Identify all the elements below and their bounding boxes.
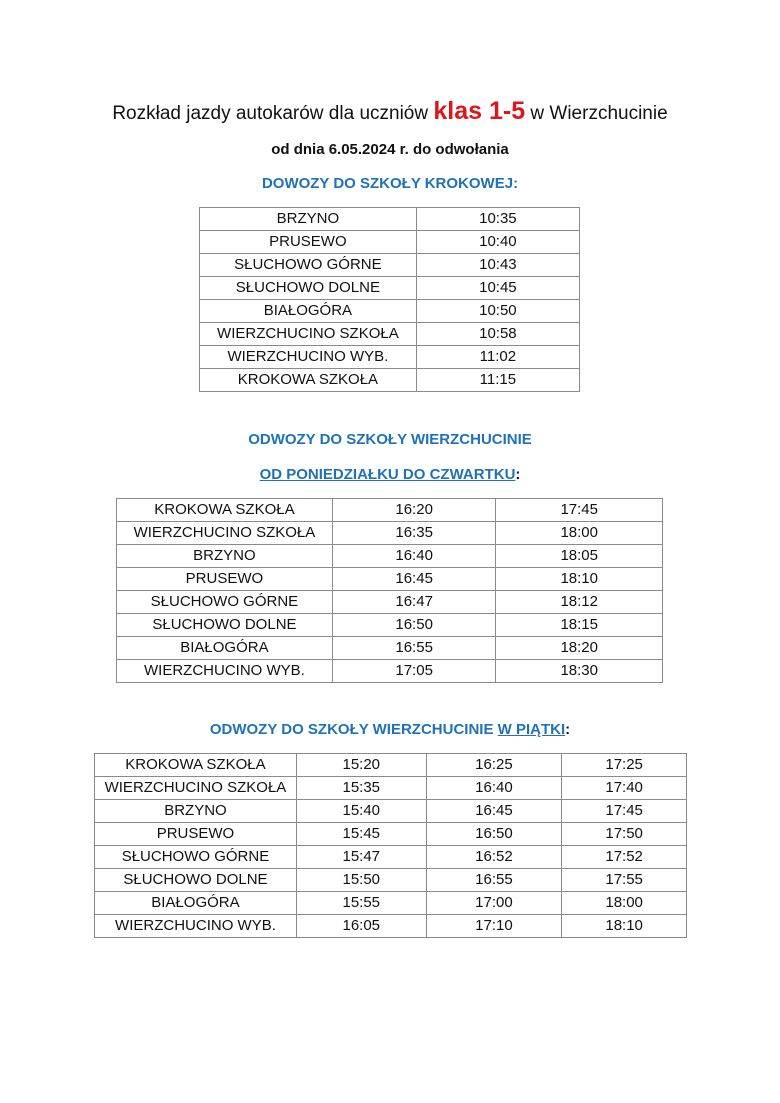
table-row	[117, 660, 663, 683]
section1-heading: DOWOZY DO SZKOŁY KROKOWEJ:	[261, 175, 519, 192]
departure-time-cell: 17:45	[562, 800, 687, 823]
section2-subheading-text: OD PONIEDZIAŁKU DO CZWARTKU	[259, 466, 516, 483]
stop-name-cell: KROKOWA SZKOŁA	[95, 754, 297, 777]
table-row	[117, 499, 663, 522]
table-row	[95, 846, 687, 869]
departure-time-cell: 17:25	[562, 754, 687, 777]
departure-time-cell: 18:15	[496, 614, 663, 637]
departure-time-cell: 16:47	[332, 591, 496, 614]
stop-name-cell: BIAŁOGÓRA	[95, 892, 297, 915]
stop-name-cell: WIERZCHUCINO WYB.	[95, 915, 297, 938]
departure-time-cell: 11:15	[416, 369, 579, 392]
stop-name-cell: SŁUCHOWO DOLNE	[95, 869, 297, 892]
departure-time-cell: 17:40	[562, 777, 687, 800]
section2-subheading	[0, 466, 780, 483]
departure-time-cell: 18:10	[496, 568, 663, 591]
stop-name-cell: KROKOWA SZKOŁA	[117, 499, 333, 522]
departure-time-cell: 10:50	[416, 300, 579, 323]
table-row	[117, 591, 663, 614]
stop-name-cell: WIERZCHUCINO WYB.	[200, 346, 417, 369]
departure-time-cell: 17:50	[562, 823, 687, 846]
section3-heading	[0, 721, 780, 738]
table-row	[95, 777, 687, 800]
departure-time-cell: 10:58	[416, 323, 579, 346]
departure-time-cell: 17:45	[496, 499, 663, 522]
departure-time-cell: 17:00	[426, 892, 562, 915]
title-text-before: Rozkład jazdy autokarów dla uczniów	[112, 103, 429, 124]
departure-time-cell: 15:50	[296, 869, 426, 892]
stop-name-cell: KROKOWA SZKOŁA	[200, 369, 417, 392]
title-text-after: w Wierzchucinie	[530, 103, 668, 124]
stop-name-cell: SŁUCHOWO DOLNE	[200, 277, 417, 300]
stop-name-cell: WIERZCHUCINO SZKOŁA	[95, 777, 297, 800]
table-row	[117, 637, 663, 660]
departure-time-cell: 15:35	[296, 777, 426, 800]
table-row	[117, 568, 663, 591]
table-row	[95, 915, 687, 938]
departure-time-cell: 16:05	[296, 915, 426, 938]
departure-time-cell: 16:50	[332, 614, 496, 637]
section2-heading: ODWOZY DO SZKOŁY WIERZCHUCINIE	[248, 431, 532, 448]
departure-time-cell: 15:47	[296, 846, 426, 869]
section3-heading-text: ODWOZY DO SZKOŁY WIERZCHUCINIE	[209, 721, 494, 738]
departure-time-cell: 18:20	[496, 637, 663, 660]
table-row	[95, 892, 687, 915]
table-row	[200, 208, 580, 231]
stop-name-cell: SŁUCHOWO GÓRNE	[117, 591, 333, 614]
stop-name-cell: PRUSEWO	[200, 231, 417, 254]
stop-name-cell: WIERZCHUCINO WYB.	[117, 660, 333, 683]
stop-name-cell: WIERZCHUCINO SZKOŁA	[117, 522, 333, 545]
table-row	[200, 369, 580, 392]
departure-time-cell: 15:20	[296, 754, 426, 777]
departure-time-cell: 18:12	[496, 591, 663, 614]
table-row	[95, 754, 687, 777]
section2-subheading-colon: :	[515, 466, 521, 483]
departure-time-cell: 16:52	[426, 846, 562, 869]
table-row	[200, 323, 580, 346]
departure-time-cell: 16:40	[426, 777, 562, 800]
table-row	[200, 277, 580, 300]
departure-time-cell: 10:35	[416, 208, 579, 231]
table-row	[95, 823, 687, 846]
departure-time-cell: 17:10	[426, 915, 562, 938]
stop-name-cell: BRZYNO	[117, 545, 333, 568]
departure-time-cell: 18:05	[496, 545, 663, 568]
stop-name-cell: BRZYNO	[200, 208, 417, 231]
table-odwozy-piatki	[94, 753, 687, 938]
departure-time-cell: 17:52	[562, 846, 687, 869]
departure-time-cell: 16:35	[332, 522, 496, 545]
departure-time-cell: 16:55	[426, 869, 562, 892]
validity-subtitle: od dnia 6.05.2024 r. do odwołania	[271, 141, 509, 158]
departure-time-cell: 16:20	[332, 499, 496, 522]
departure-time-cell: 16:50	[426, 823, 562, 846]
stop-name-cell: SŁUCHOWO DOLNE	[117, 614, 333, 637]
departure-time-cell: 17:05	[332, 660, 496, 683]
departure-time-cell: 18:00	[496, 522, 663, 545]
departure-time-cell: 11:02	[416, 346, 579, 369]
stop-name-cell: PRUSEWO	[117, 568, 333, 591]
departure-time-cell: 18:30	[496, 660, 663, 683]
departure-time-cell: 16:40	[332, 545, 496, 568]
table-row	[117, 522, 663, 545]
departure-time-cell: 18:00	[562, 892, 687, 915]
departure-time-cell: 16:45	[332, 568, 496, 591]
departure-time-cell: 16:25	[426, 754, 562, 777]
stop-name-cell: SŁUCHOWO GÓRNE	[200, 254, 417, 277]
table-odwozy-pon-czw	[116, 498, 663, 683]
departure-time-cell: 16:45	[426, 800, 562, 823]
table-dowozy-krokowa	[199, 207, 580, 392]
table-row	[95, 869, 687, 892]
stop-name-cell: PRUSEWO	[95, 823, 297, 846]
departure-time-cell: 10:45	[416, 277, 579, 300]
departure-time-cell: 15:40	[296, 800, 426, 823]
table-row	[200, 254, 580, 277]
table-row	[200, 231, 580, 254]
departure-time-cell: 17:55	[562, 869, 687, 892]
section3-heading-colon: :	[565, 721, 571, 738]
stop-name-cell: BRZYNO	[95, 800, 297, 823]
section3-heading-underlined: W PIĄTKI	[497, 721, 566, 738]
table-row	[200, 300, 580, 323]
departure-time-cell: 10:43	[416, 254, 579, 277]
stop-name-cell: SŁUCHOWO GÓRNE	[95, 846, 297, 869]
document-title	[0, 96, 780, 129]
title-highlight: klas 1-5	[433, 97, 526, 125]
table-row	[95, 800, 687, 823]
table-row	[117, 545, 663, 568]
table-row	[200, 346, 580, 369]
table-row	[117, 614, 663, 637]
departure-time-cell: 10:40	[416, 231, 579, 254]
departure-time-cell: 18:10	[562, 915, 687, 938]
departure-time-cell: 15:55	[296, 892, 426, 915]
stop-name-cell: WIERZCHUCINO SZKOŁA	[200, 323, 417, 346]
stop-name-cell: BIAŁOGÓRA	[200, 300, 417, 323]
stop-name-cell: BIAŁOGÓRA	[117, 637, 333, 660]
departure-time-cell: 16:55	[332, 637, 496, 660]
departure-time-cell: 15:45	[296, 823, 426, 846]
